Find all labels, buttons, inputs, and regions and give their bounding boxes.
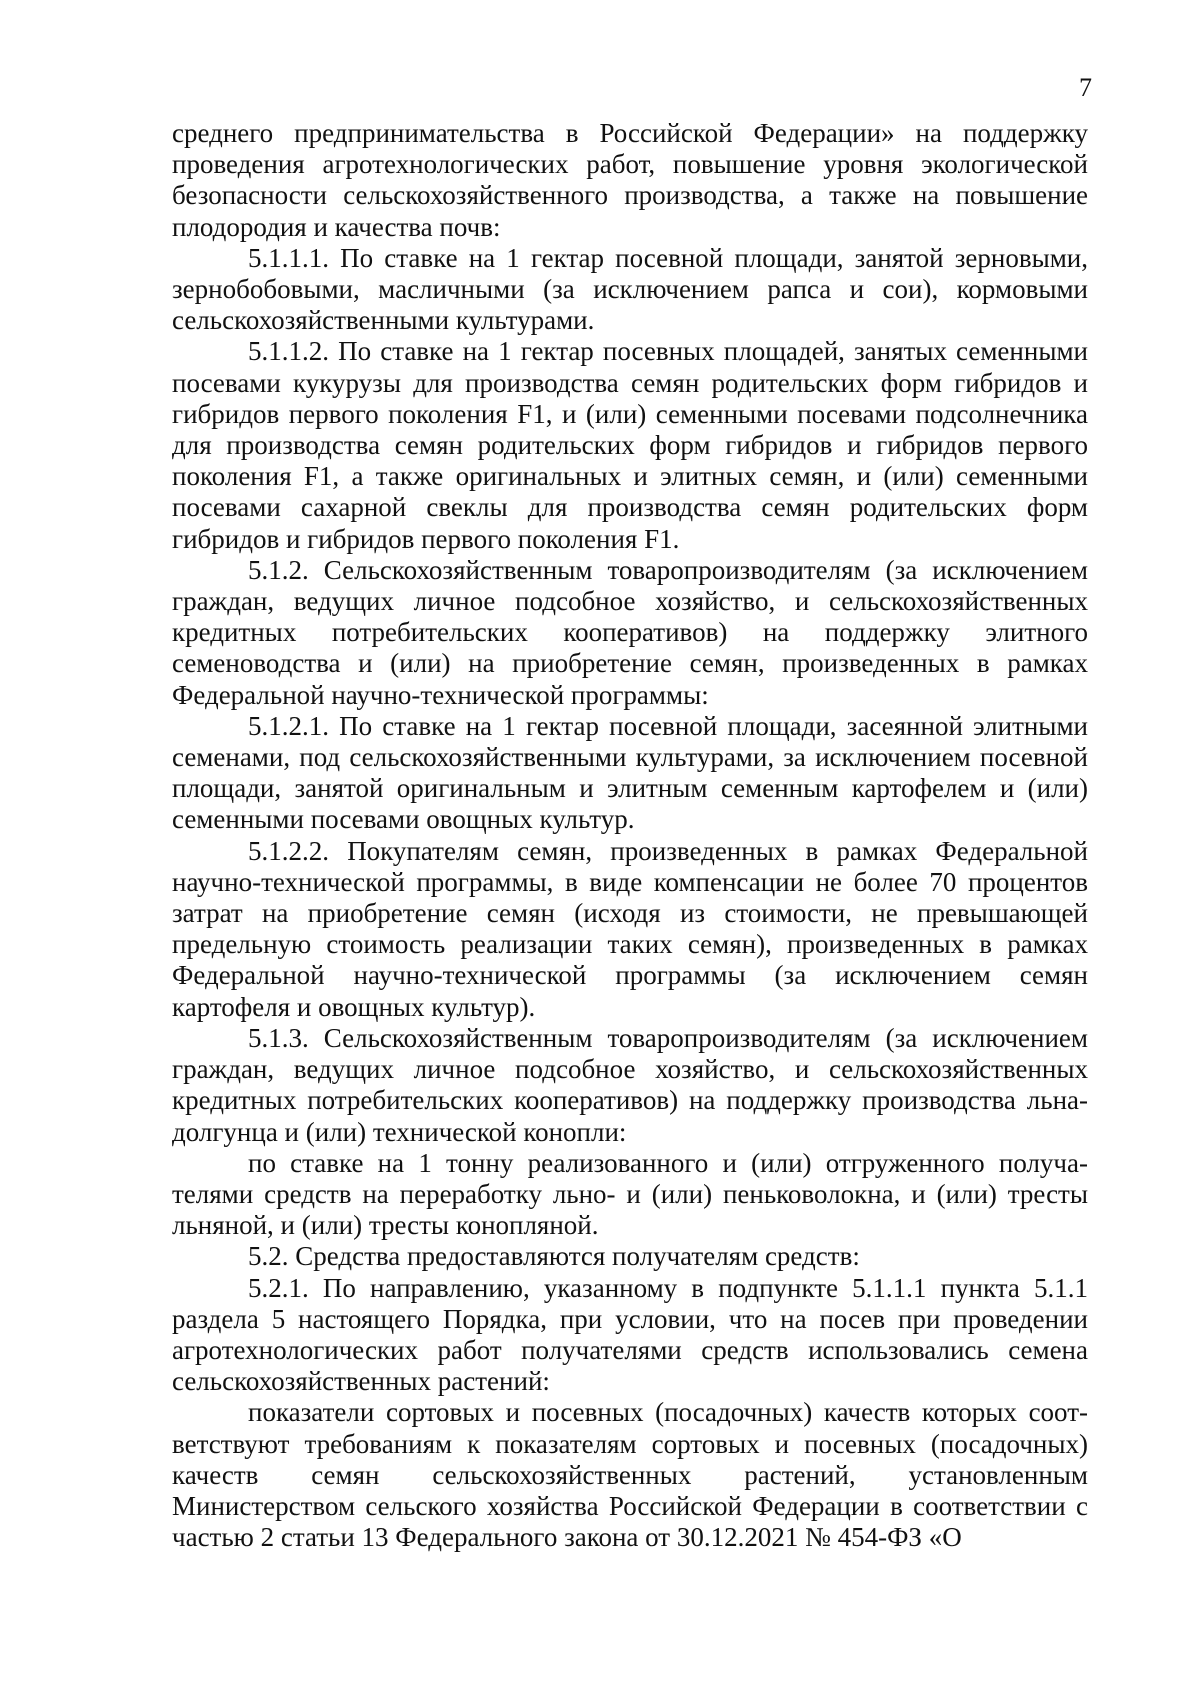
paragraph-9: 5.2. Средства предоставляются получателям средств: — [248, 1241, 860, 1272]
page-number: 7 — [1079, 73, 1092, 102]
paragraph-7: 5.1.3. Сельскохозяйственным товаропроизводителям (за исключением граждан, ведущих личное подсобное хозяйство, и сельскохозяйственных кредитных потребительских кооперативов) на поддержку производства льна-долгунца и (или) технической конопли: — [172, 1022, 1088, 1147]
paragraph-6: 5.1.2.2. Покупателям семян, произведенных в рамках Федеральной научно-технической программы, в виде компенсации не более 70 процентов затрат на приобретение семян (исходя из стоимости, не превышающей предельную стоимость реализации таких семян), произведенных в рамках Федеральной научно-технической программы (за исключением семян картофеля и овощных культур). — [172, 835, 1088, 1022]
paragraph-5: 5.1.2.1. По ставке на 1 гектар посевной площади, засеянной элитными семенами, под сельскохозяйственными культурами, за исключением посевной площади, занятой оригинальным и элитным семенным картофелем и (или) семенными посевами овощных культур. — [172, 710, 1088, 835]
paragraph-11: показатели сортовых и посевных (посадочных) качеств которых соответствуют требованиям к показателям сортовых и посевных (посадочных) качеств семян сельскохозяйственных растений, установленным Министерством сельского хозяйства Российской Федерации в соответствии с частью 2 статьи 13 Федерального закона от 30.12.2021 № 454-ФЗ «О — [172, 1397, 1088, 1553]
paragraph-2: 5.1.1.1. По ставке на 1 гектар посевной площади, занятой зерновыми, зернобобовыми, масличными (за исключением рапса и сои), кормовыми сельскохозяйственными культурами. — [172, 242, 1088, 336]
paragraph-1: среднего предпринимательства в Российской Федерации» на поддержку проведения агротехнологических работ, повышение уровня экологической безопасности сельскохозяйственного производства, а также на повышение плодородия и качества почв: — [172, 118, 1088, 242]
document-body — [172, 118, 1088, 1553]
paragraph-10: 5.2.1. По направлению, указанному в подпункте 5.1.1.1 пункта 5.1.1 раздела 5 настоящего Порядка, при условии, что на посев при проведении агротехнологических работ получателями средств использовались семена сельскохозяйственных растений: — [172, 1272, 1088, 1397]
paragraph-4: 5.1.2. Сельскохозяйственным товаропроизводителям (за исключением граждан, ведущих личное подсобное хозяйство, и сельскохозяйственных кредитных потребительских кооперативов) на поддержку элитного семеноводства и (или) на приобретение семян, произведенных в рамках Федеральной научно-технической программы: — [172, 554, 1088, 710]
paragraph-8: по ставке на 1 тонну реализованного и (или) отгруженного получателями средств на переработку льно- и (или) пеньковолокна, и (или) тресты льняной, и (или) тресты конопляной. — [172, 1147, 1088, 1241]
paragraph-3: 5.1.1.2. По ставке на 1 гектар посевных площадей, занятых семенными посевами кукурузы для производства семян родительских форм гибридов и гибридов первого поколения F1, и (или) семенными посевами подсолнечника для производства семян родительских форм гибридов и гибридов первого поколения F1, а также оригинальных и элитных семян, и (или) семенными посевами сахарной свеклы для производства семян родительских форм гибридов и гибридов первого поколения F1. — [172, 336, 1088, 554]
